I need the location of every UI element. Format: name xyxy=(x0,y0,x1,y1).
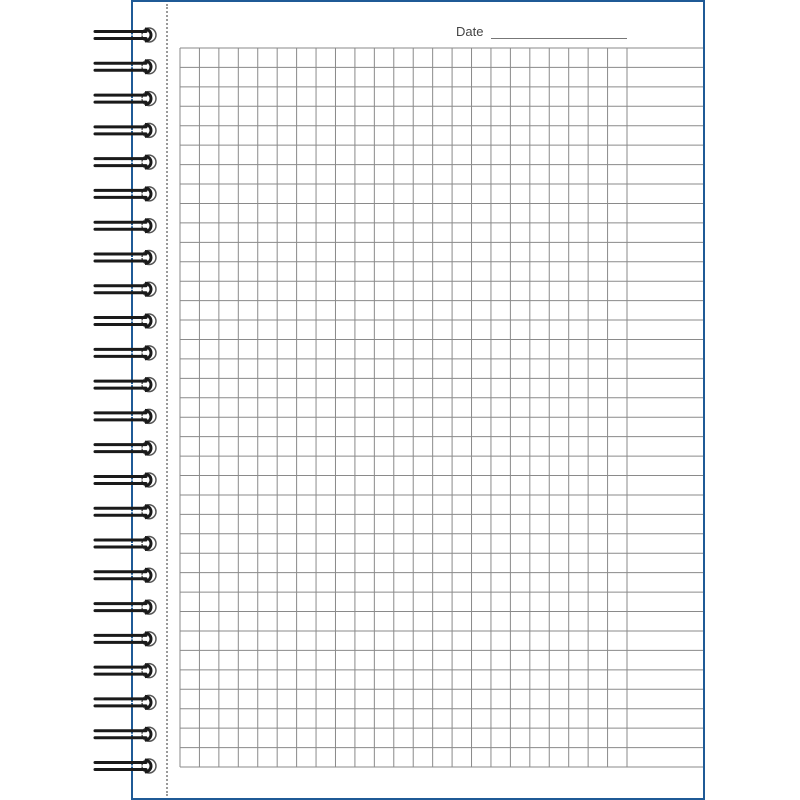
binding-ring xyxy=(95,441,156,455)
binding-ring xyxy=(95,92,156,106)
binding-ring xyxy=(95,28,156,42)
binding-ring xyxy=(95,695,156,709)
binding-ring xyxy=(95,187,156,201)
binding-ring xyxy=(95,282,156,296)
binding-ring xyxy=(95,155,156,169)
binding-ring xyxy=(95,473,156,487)
binding-ring xyxy=(95,664,156,678)
binding-ring xyxy=(95,314,156,328)
binding-ring xyxy=(95,123,156,137)
binding-ring xyxy=(95,600,156,614)
binding-ring xyxy=(95,537,156,551)
binding-ring xyxy=(95,727,156,741)
binding-ring xyxy=(95,346,156,360)
date-label: Date xyxy=(456,24,484,39)
binding-ring xyxy=(95,759,156,773)
binding-ring xyxy=(95,250,156,264)
binding-ring xyxy=(95,60,156,74)
binding-ring xyxy=(95,568,156,582)
binding-ring xyxy=(95,632,156,646)
binding-ring xyxy=(95,378,156,392)
binding-ring xyxy=(95,219,156,233)
binding-ring xyxy=(95,505,156,519)
binding-ring xyxy=(95,409,156,423)
